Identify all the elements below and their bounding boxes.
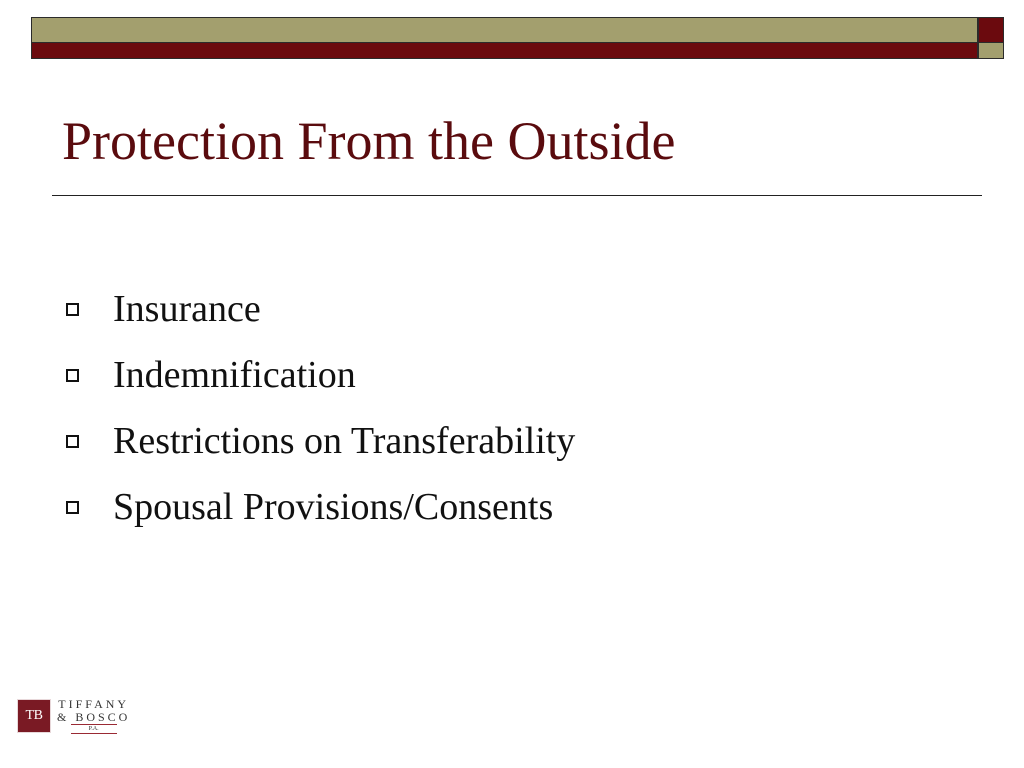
- logo-line-3: P.A.: [71, 724, 117, 734]
- header-corner-olive: [978, 43, 1004, 59]
- bullet-text: Spousal Provisions/Consents: [113, 486, 554, 528]
- bullet-item: [66, 474, 575, 540]
- logo-line-1: TIFFANY: [58, 697, 130, 711]
- logo-wordmark: [57, 698, 130, 734]
- bullet-item: [66, 408, 575, 474]
- header-corner-maroon: [978, 17, 1004, 43]
- slide-title: Protection From the Outside: [62, 111, 676, 171]
- bullet-text: Restrictions on Transferability: [113, 420, 576, 462]
- title-divider: [52, 195, 982, 196]
- header-banner-olive: [31, 17, 978, 43]
- bullet-list: [66, 276, 575, 540]
- square-bullet-icon: [66, 369, 79, 382]
- bullet-item: [66, 342, 575, 408]
- bullet-text: Indemnification: [113, 354, 356, 396]
- header-banner-maroon: [31, 43, 978, 59]
- logo-mark-icon: TB: [17, 699, 51, 733]
- logo-line-2: & BOSCO: [57, 710, 131, 724]
- square-bullet-icon: [66, 303, 79, 316]
- bullet-item: [66, 276, 575, 342]
- square-bullet-icon: [66, 435, 79, 448]
- bullet-text: Insurance: [113, 288, 261, 330]
- company-logo: [17, 698, 130, 734]
- square-bullet-icon: [66, 501, 79, 514]
